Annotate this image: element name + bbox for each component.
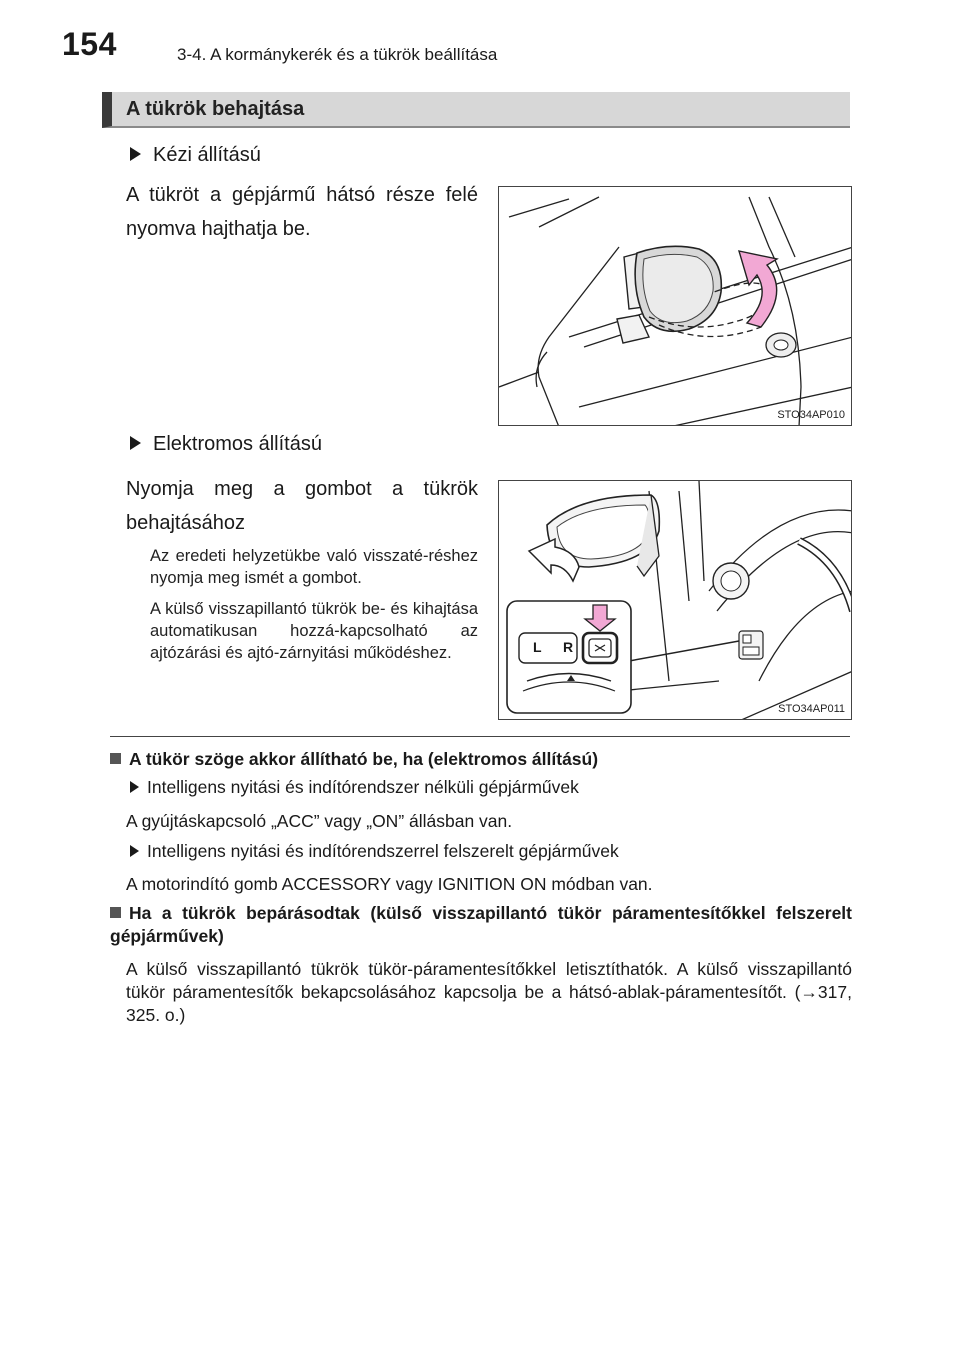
fog-heading-text: Ha a tükrök bepárásodtak (külső visszapillantó tükör páramentesítőkkel felszerelt gépjárművek) [110,903,852,946]
electric-text: Nyomja meg a gombot a tükrök behajtásához [126,478,478,534]
angle-item-2-text: A motorindító gomb ACCESSORY vagy IGNITION ON módban van. [126,874,653,894]
switch-right-label: R [563,639,574,655]
electric-heading [130,433,322,456]
section-divider [110,736,850,737]
figure-label: STO34AP010 [777,409,845,421]
section-header-bar [102,92,850,128]
fog-heading [110,902,852,948]
electric-fold-figure [498,480,852,720]
triangle-bullet-icon [130,781,139,793]
square-bullet-icon [110,753,121,764]
electric-note-1: Az eredeti helyzetükbe való visszaté-réshez nyomja meg ismét a gombot. [150,547,478,587]
manual-fold-figure [498,186,852,426]
triangle-bullet-icon [130,147,141,161]
fold-arrow-icon [739,251,777,327]
manual-heading-text: Kézi állítású [153,144,261,166]
figure-label: STO34AP011 [778,703,845,715]
fog-text: A külső visszapillantó tükrök tükör-páramentesítőkkel letisztíthatók. A külső visszapillantó tükör páramentesítők bekapcsolásához kapcsolja be a hátsó-ablak-páramentesítőt. (→317, 325. o.) [126,959,852,1025]
switch-left-label: L [533,639,543,655]
angle-item-2-label: Intelligens nyitási és indítórendszerrel felszerelt gépjárművek [130,840,619,863]
manual-heading [130,144,261,167]
electric-note-2: A külső visszapillantó tükrök be- és kihajtása automatikusan hozzá-kapcsolható az ajtózárási és ajtó-zárnyitási működéshez. [150,600,478,662]
section-title: A tükrök behajtása [126,98,305,120]
triangle-bullet-icon [130,436,141,450]
triangle-bullet-icon [130,845,139,857]
square-bullet-icon [110,907,121,918]
manual-mirror-illustration [499,187,852,426]
electric-heading-text: Elektromos állítású [153,433,322,455]
angle-item-1-text: A gyújtáskapcsoló „ACC” vagy „ON” állásban van. [126,811,513,831]
page-number: 154 [62,26,117,62]
angle-heading [110,748,850,771]
electric-mirror-illustration [499,481,852,720]
chapter-title: 3-4. A kormánykerék és a tükrök beállítása [177,45,498,64]
manual-text: A tükröt a gépjármű hátsó része felé nyomva hajthatja be. [126,184,478,240]
angle-heading-text: A tükör szöge akkor állítható be, ha (elektromos állítású) [129,749,599,769]
angle-item-1-label: Intelligens nyitási és indítórendszer nélküli gépjárművek [130,776,579,799]
